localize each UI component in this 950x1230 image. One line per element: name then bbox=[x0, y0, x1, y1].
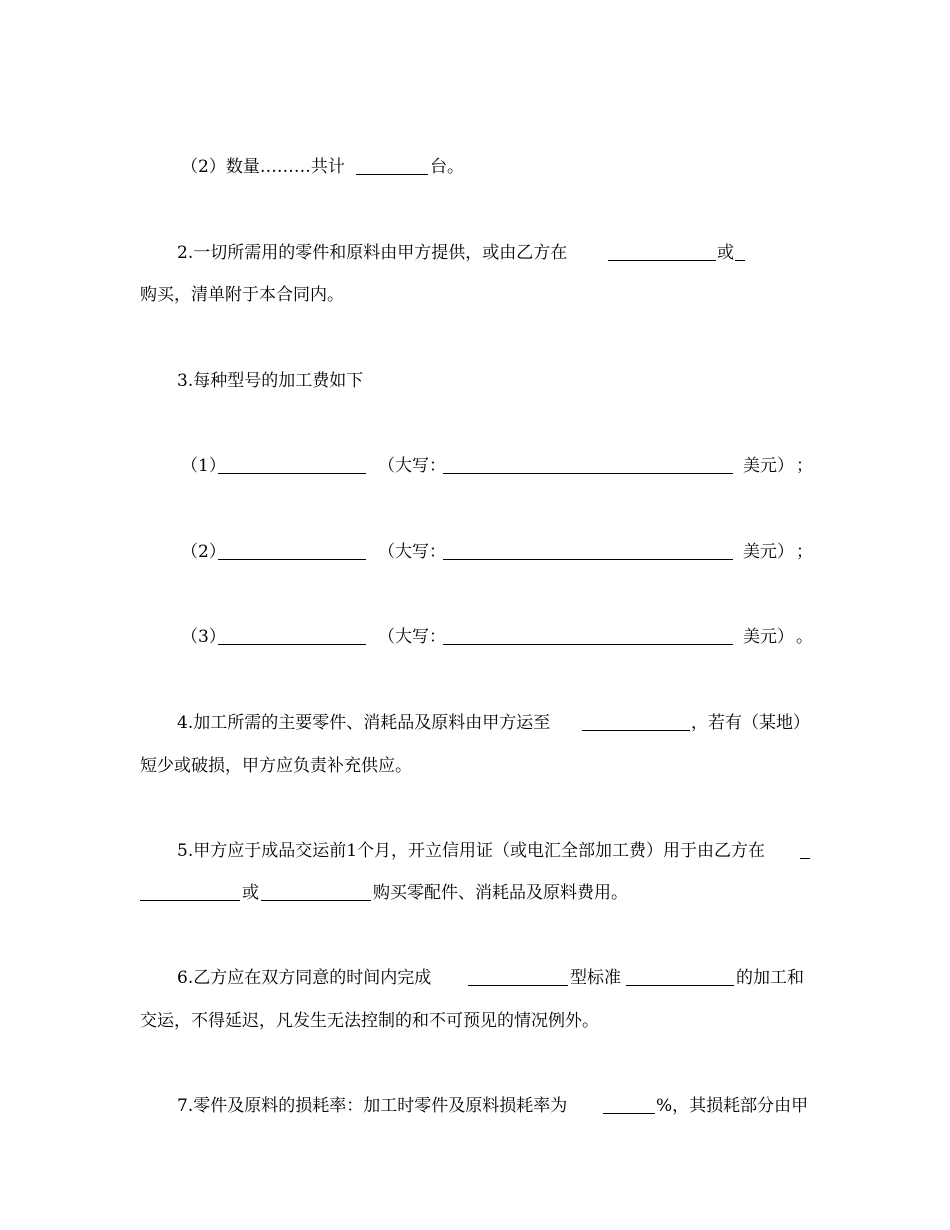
clause-6-continuation: 交运，不得延迟，凡发生无法控制的和不可预见的情况例外。 bbox=[140, 1011, 599, 1031]
fee-amount-blank bbox=[218, 543, 366, 560]
clause-4-text: 4.加工所需的主要零件、消耗品及原料由甲方运至 bbox=[177, 713, 551, 733]
fee-label: （2） bbox=[181, 542, 226, 562]
clause-4-blank bbox=[582, 714, 690, 731]
fee-daxie-label: （大写： bbox=[378, 456, 446, 476]
quantity-prefix: （2）数量………共计 bbox=[181, 157, 345, 177]
clause-6-text: 6.乙方应在双方同意的时间内完成 bbox=[177, 968, 432, 988]
clause-2-text: 2.一切所需用的零件和原料由甲方提供，或由乙方在 bbox=[177, 243, 568, 263]
clause-5-mid: 或 bbox=[242, 883, 259, 903]
clause-2-blank-2 bbox=[735, 244, 745, 261]
fee-daxie-blank bbox=[443, 628, 733, 645]
clause-7-text: 7.零件及原料的损耗率：加工时零件及原料损耗率为 bbox=[177, 1096, 568, 1116]
fee-amount-blank bbox=[218, 628, 366, 645]
clause-5-blank-2 bbox=[261, 884, 371, 901]
fee-end: ； bbox=[796, 542, 813, 562]
clause-4-continuation: 短少或破损，甲方应负责补充供应。 bbox=[140, 756, 412, 776]
fee-daxie-blank bbox=[443, 543, 733, 560]
clause-2-mid: 或 bbox=[717, 243, 734, 263]
fee-daxie-label: （大写： bbox=[378, 542, 446, 562]
fee-end: 。 bbox=[796, 627, 813, 647]
fee-end: ； bbox=[796, 456, 813, 476]
clause-6-blank-1 bbox=[468, 969, 568, 986]
clause-3-heading-text: 3.每种型号的加工费如下 bbox=[177, 371, 364, 391]
fee-unit: 美元） bbox=[743, 456, 794, 476]
clause-6-blank-2 bbox=[626, 969, 734, 986]
fee-unit: 美元） bbox=[743, 542, 794, 562]
quantity-suffix: 台。 bbox=[430, 157, 464, 177]
quantity-blank bbox=[356, 158, 428, 175]
clause-6-suffix: 的加工和 bbox=[736, 968, 804, 988]
fee-amount-blank bbox=[218, 457, 366, 474]
fee-label: （3） bbox=[181, 627, 226, 647]
fee-daxie-label: （大写： bbox=[378, 627, 446, 647]
clause-5-blank-trailing bbox=[800, 842, 810, 859]
clause-2-continuation: 购买，清单附于本合同内。 bbox=[140, 285, 344, 305]
clause-5-suffix: 购买零配件、消耗品及原料费用。 bbox=[373, 883, 628, 903]
clause-7-suffix: %，其损耗部分由甲 bbox=[656, 1096, 809, 1116]
fee-daxie-blank bbox=[443, 457, 733, 474]
clause-6-mid: 型标准 bbox=[570, 968, 621, 988]
clause-7-blank bbox=[603, 1097, 655, 1114]
clause-2-blank-1 bbox=[608, 244, 716, 261]
clause-5-text: 5.甲方应于成品交运前1个月，开立信用证（或电汇全部加工费）用于由乙方在 bbox=[177, 841, 766, 861]
fee-unit: 美元） bbox=[743, 627, 794, 647]
clause-5-blank-1 bbox=[140, 884, 240, 901]
fee-label: （1） bbox=[181, 456, 226, 476]
clause-4-suffix: ，若有（某地） bbox=[691, 713, 810, 733]
